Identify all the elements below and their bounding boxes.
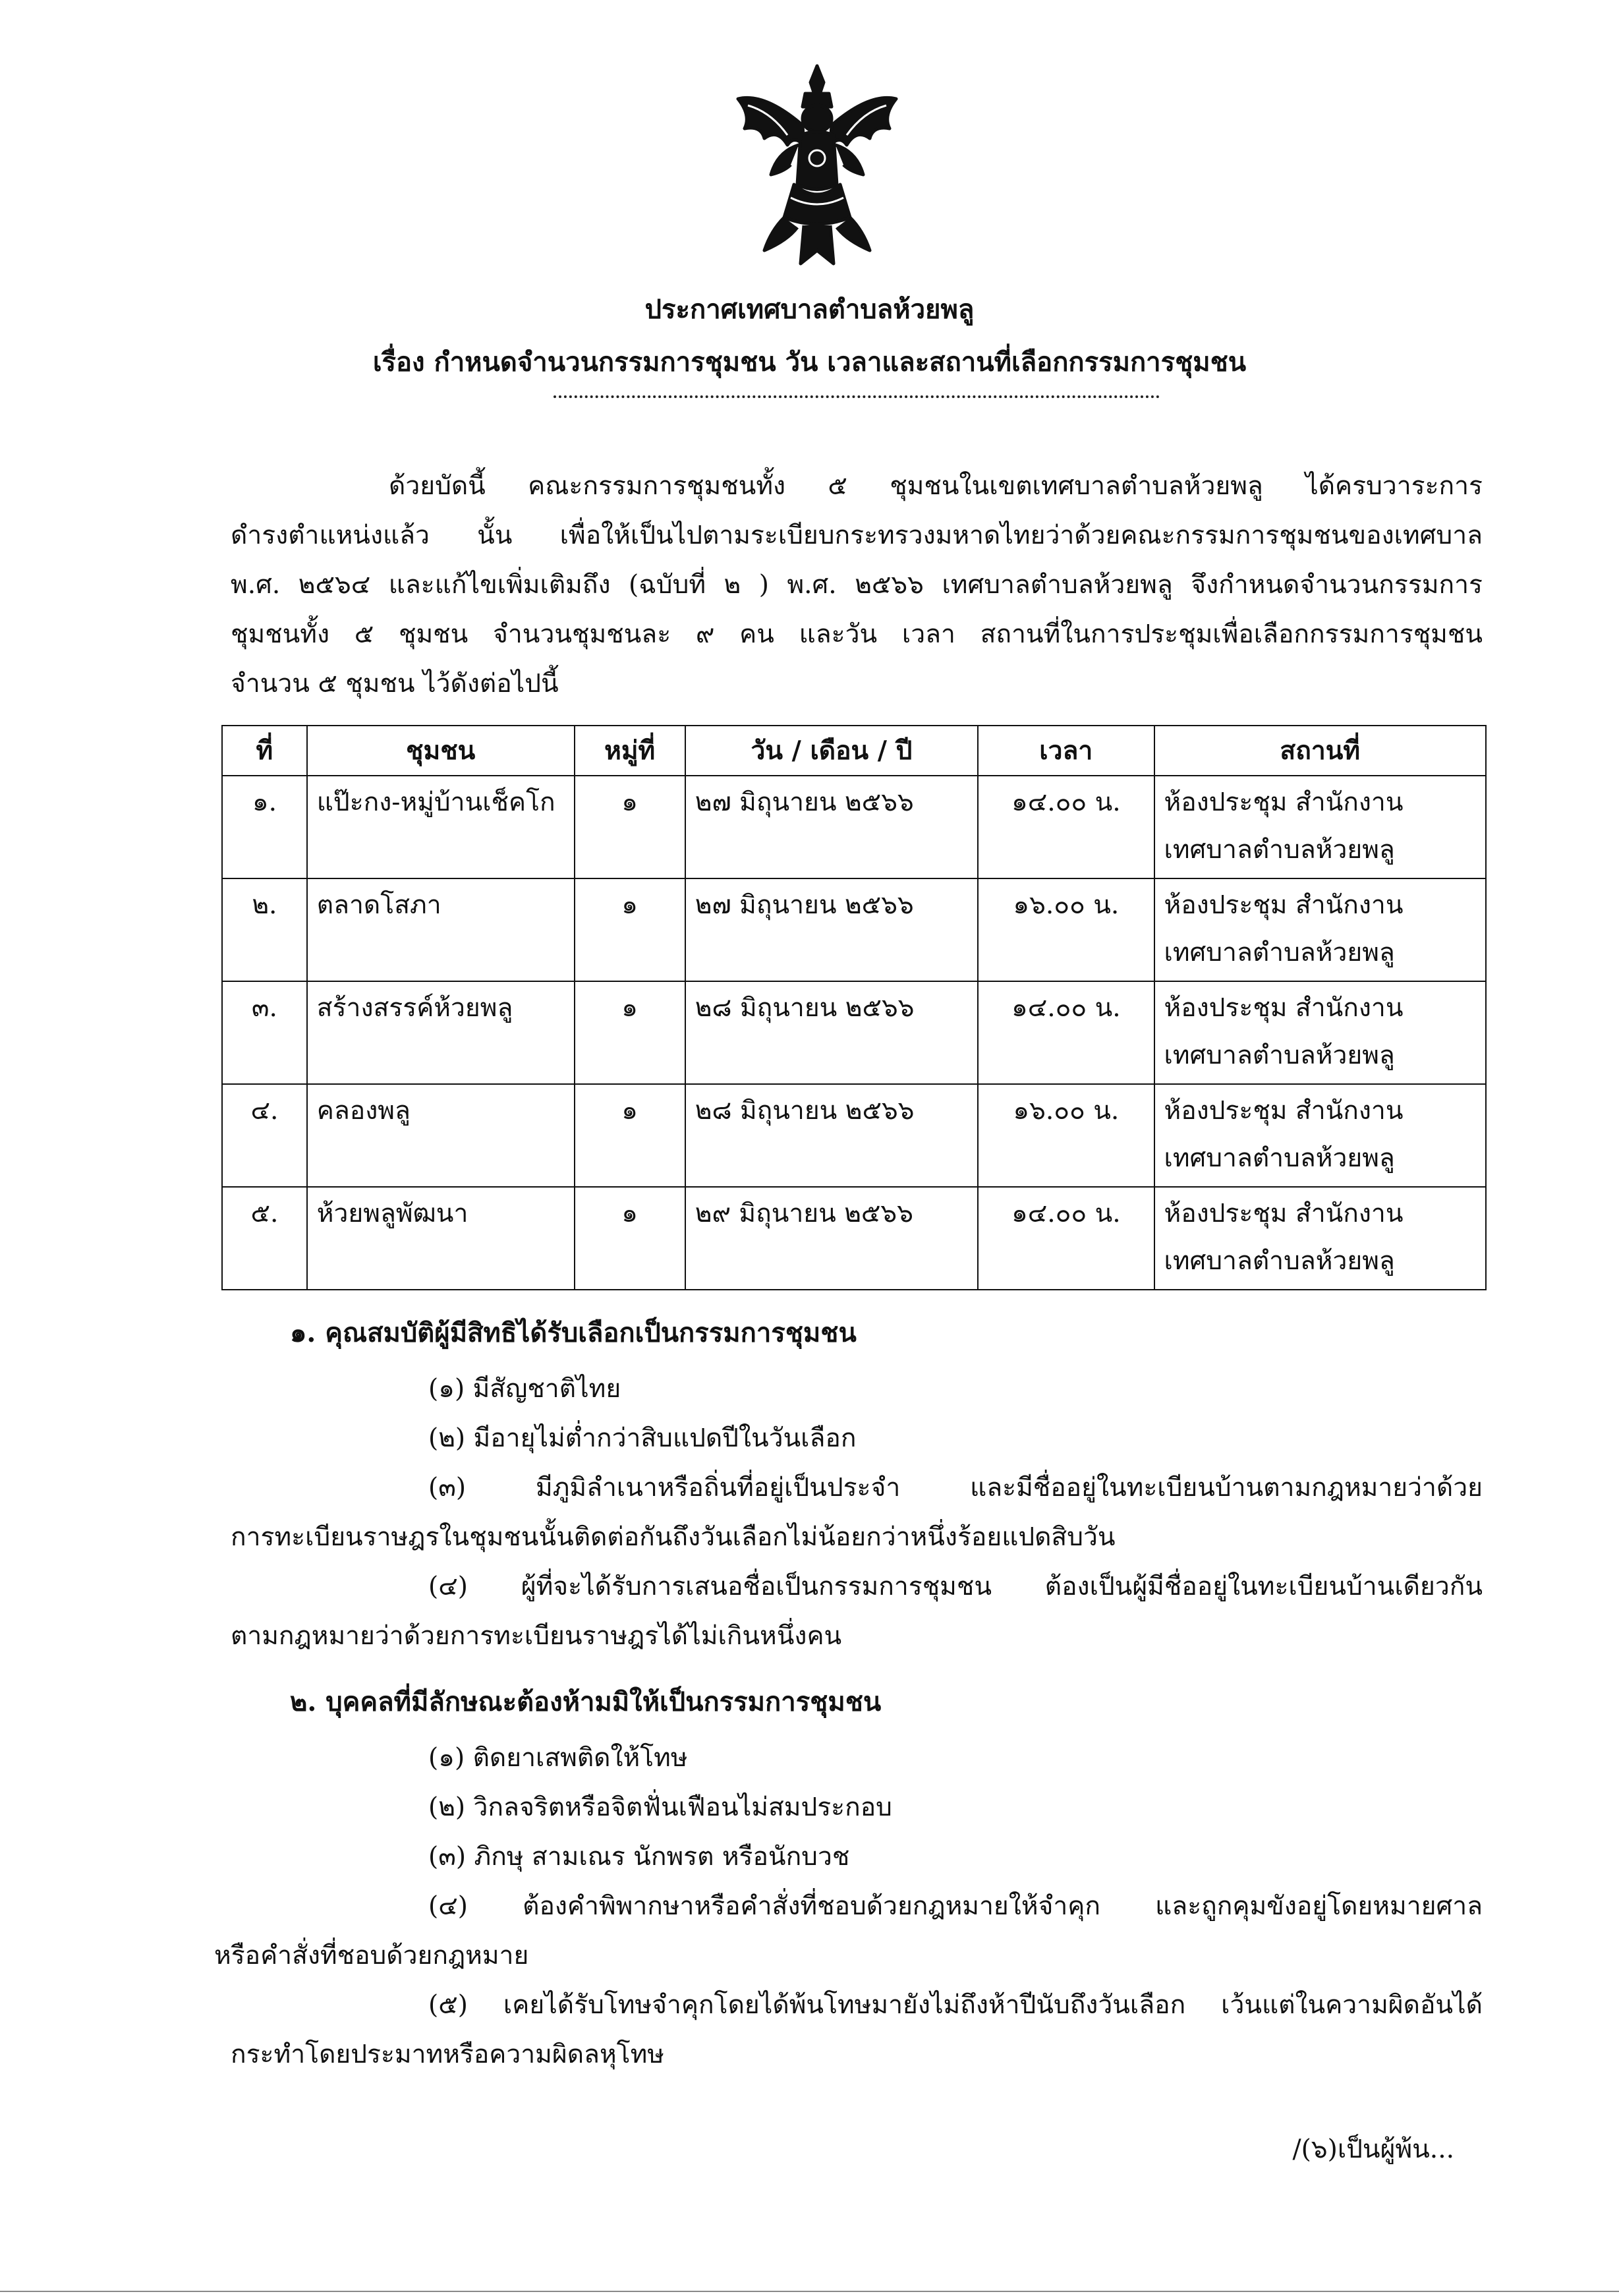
cell-time: ๑๔.๐๐ น. [978,981,1154,1084]
table-row [222,1187,1486,1290]
cell-community: คลองพลู [307,1084,575,1187]
garuda-emblem-icon [725,53,909,270]
table-row [222,878,1486,981]
section2-item: (๓) ภิกษุ สามเณร นักพรต หรือนักบวช [428,1842,850,1872]
header-no: ที่ [222,726,307,776]
cell-time: ๑๖.๐๐ น. [978,1084,1154,1187]
place-line: ห้องประชุม สำนักงาน [1164,890,1404,920]
cell-place [1154,878,1487,981]
place-line: ห้องประชุม สำนักงาน [1164,1096,1404,1126]
cell-time: ๑๖.๐๐ น. [978,878,1154,981]
header-community: ชุมชน [307,726,575,776]
cell-no: ๑. [222,776,307,878]
header-place: สถานที่ [1154,726,1487,776]
place-line: ห้องประชุม สำนักงาน [1164,993,1404,1023]
cell-moo: ๑ [575,1187,685,1290]
cell-moo: ๑ [575,878,685,981]
intro-line: ด้วยบัดนี้ คณะกรรมการชุมชนทั้ง ๕ ชุมชนในเขตเทศบาลตำบลห้วยพลู ได้ครบวาระการ [389,471,1483,501]
cell-community: ตลาดโสภา [307,878,575,981]
section2-item: (๒) วิกลจริตหรือจิตฟั่นเฟือนไม่สมประกอบ [428,1793,892,1822]
header-time: เวลา [978,726,1154,776]
cell-no: ๔. [222,1084,307,1187]
cell-date: ๒๗ มิถุนายน ๒๕๖๖ [685,878,978,981]
intro-line: จำนวน ๕ ชุมชน ไว้ดังต่อไปนี้ [231,669,559,699]
place-line: เทศบาลตำบลห้วยพลู [1164,835,1395,865]
cell-date: ๒๙ มิถุนายน ๒๕๖๖ [685,1187,978,1290]
cell-community: ห้วยพลูพัฒนา [307,1187,575,1290]
cell-place [1154,981,1487,1084]
cell-place [1154,776,1487,878]
section2-heading: ๒. บุคคลที่มีลักษณะต้องห้ามมิให้เป็นกรรมการชุมชน [290,1686,882,1717]
section1-item: (๒) มีอายุไม่ต่ำกว่าสิบแปดปีในวันเลือก [428,1423,857,1453]
section2-item-cont: หรือคำสั่งที่ชอบด้วยกฎหมาย [214,1941,529,1970]
table-row [222,776,1486,878]
cell-no: ๒. [222,878,307,981]
place-line: เทศบาลตำบลห้วยพลู [1164,1143,1395,1173]
section2-item-line: (๕) เคยได้รับโทษจำคุกโดยได้พ้นโทษมายังไม่ถึงห้าปีนับถึงวันเลือก เว้นแต่ในความผิดอันได้ [428,1990,1483,2020]
header-moo: หมู่ที่ [575,726,685,776]
cell-community: สร้างสรรค์ห้วยพลู [307,981,575,1084]
header-date: วัน / เดือน / ปี [685,726,978,776]
section1-item-line: (๓) มีภูมิลำเนาหรือถิ่นที่อยู่เป็นประจำ และมีชื่ออยู่ในทะเบียนบ้านตามกฎหมายว่าด้วย [428,1473,1483,1503]
table-header-row [222,726,1486,776]
cell-moo: ๑ [575,1084,685,1187]
cell-place [1154,1187,1487,1290]
intro-line: ชุมชนทั้ง ๕ ชุมชน จำนวนชุมชนละ ๙ คน และวัน เวลา สถานที่ในการประชุมเพื่อเลือกกรรมการชุมชน [231,619,1483,649]
intro-line: ดำรงตำแหน่งแล้ว นั้น เพื่อให้เป็นไปตามระเบียบกระทรวงมหาดไทยว่าด้วยคณะกรรมการชุมชนของเทศบาล [231,521,1483,550]
cell-moo: ๑ [575,981,685,1084]
cell-time: ๑๔.๐๐ น. [978,1187,1154,1290]
cell-community: แป๊ะกง-หมู่บ้านเช็คโก [307,776,575,878]
section1-item [428,1463,1483,1512]
cell-date: ๒๘ มิถุนายน ๒๕๖๖ [685,981,978,1084]
intro-line: พ.ศ. ๒๕๖๔ และแก้ไขเพิ่มเติมถึง (ฉบับที่ ๒ ) พ.ศ. ๒๕๖๖ เทศบาลตำบลห้วยพลู จึงกำหนดจำนวนกรรมการ [231,570,1483,600]
section1-item [428,1562,1483,1611]
place-line: เทศบาลตำบลห้วยพลู [1164,1041,1395,1070]
schedule-table [221,725,1487,1290]
announcement-subject: เรื่อง กำหนดจำนวนกรรมการชุมชน วัน เวลาและสถานที่เลือกกรรมการชุมชน [372,347,1247,378]
cell-no: ๕. [222,1187,307,1290]
cell-no: ๓. [222,981,307,1084]
announcement-title: ประกาศเทศบาลตำบลห้วยพลู [644,294,975,325]
place-line: เทศบาลตำบลห้วยพลู [1164,1246,1395,1276]
section2-item: (๑) ติดยาเสพติดให้โทษ [428,1743,688,1773]
cell-date: ๒๗ มิถุนายน ๒๕๖๖ [685,776,978,878]
place-line: ห้องประชุม สำนักงาน [1164,1199,1404,1228]
page-edge-line [0,2291,1619,2292]
section2-item-line: (๔) ต้องคำพิพากษาหรือคำสั่งที่ชอบด้วยกฎหมายให้จำคุก และถูกคุมขังอยู่โดยหมายศาล [428,1891,1483,1921]
section1-item-cont: การทะเบียนราษฎรในชุมชนนั้นติดต่อกันถึงวันเลือกไม่น้อยกว่าหนึ่งร้อยแปดสิบวัน [231,1522,1116,1552]
section2-item-cont: กระทำโดยประมาทหรือความผิดลหุโทษ [231,2040,665,2069]
section2-item [428,1881,1483,1931]
cell-date: ๒๘ มิถุนายน ๒๕๖๖ [685,1084,978,1187]
place-line: ห้องประชุม สำนักงาน [1164,788,1404,817]
section1-item-line: (๔) ผู้ที่จะได้รับการเสนอชื่อเป็นกรรมการชุมชน ต้องเป็นผู้มีชื่ออยู่ในทะเบียนบ้านเดียวกัน [428,1572,1483,1601]
continued-marker: /(๖)เป็นผู้พ้น... [1292,2135,1454,2164]
table-row [222,1084,1486,1187]
section1-heading: ๑. คุณสมบัติผู้มีสิทธิได้รับเลือกเป็นกรรมการชุมชน [290,1317,857,1348]
dotted-divider [554,395,1160,398]
table-row [222,981,1486,1084]
cell-place [1154,1084,1487,1187]
place-line: เทศบาลตำบลห้วยพลู [1164,938,1395,967]
cell-time: ๑๔.๐๐ น. [978,776,1154,878]
cell-moo: ๑ [575,776,685,878]
section1-item: (๑) มีสัญชาติไทย [428,1374,621,1404]
intro-paragraph [231,461,1483,708]
section1-item-cont: ตามกฎหมายว่าด้วยการทะเบียนราษฎรได้ไม่เกินหนึ่งคน [231,1621,842,1651]
section2-item [428,1980,1483,2030]
